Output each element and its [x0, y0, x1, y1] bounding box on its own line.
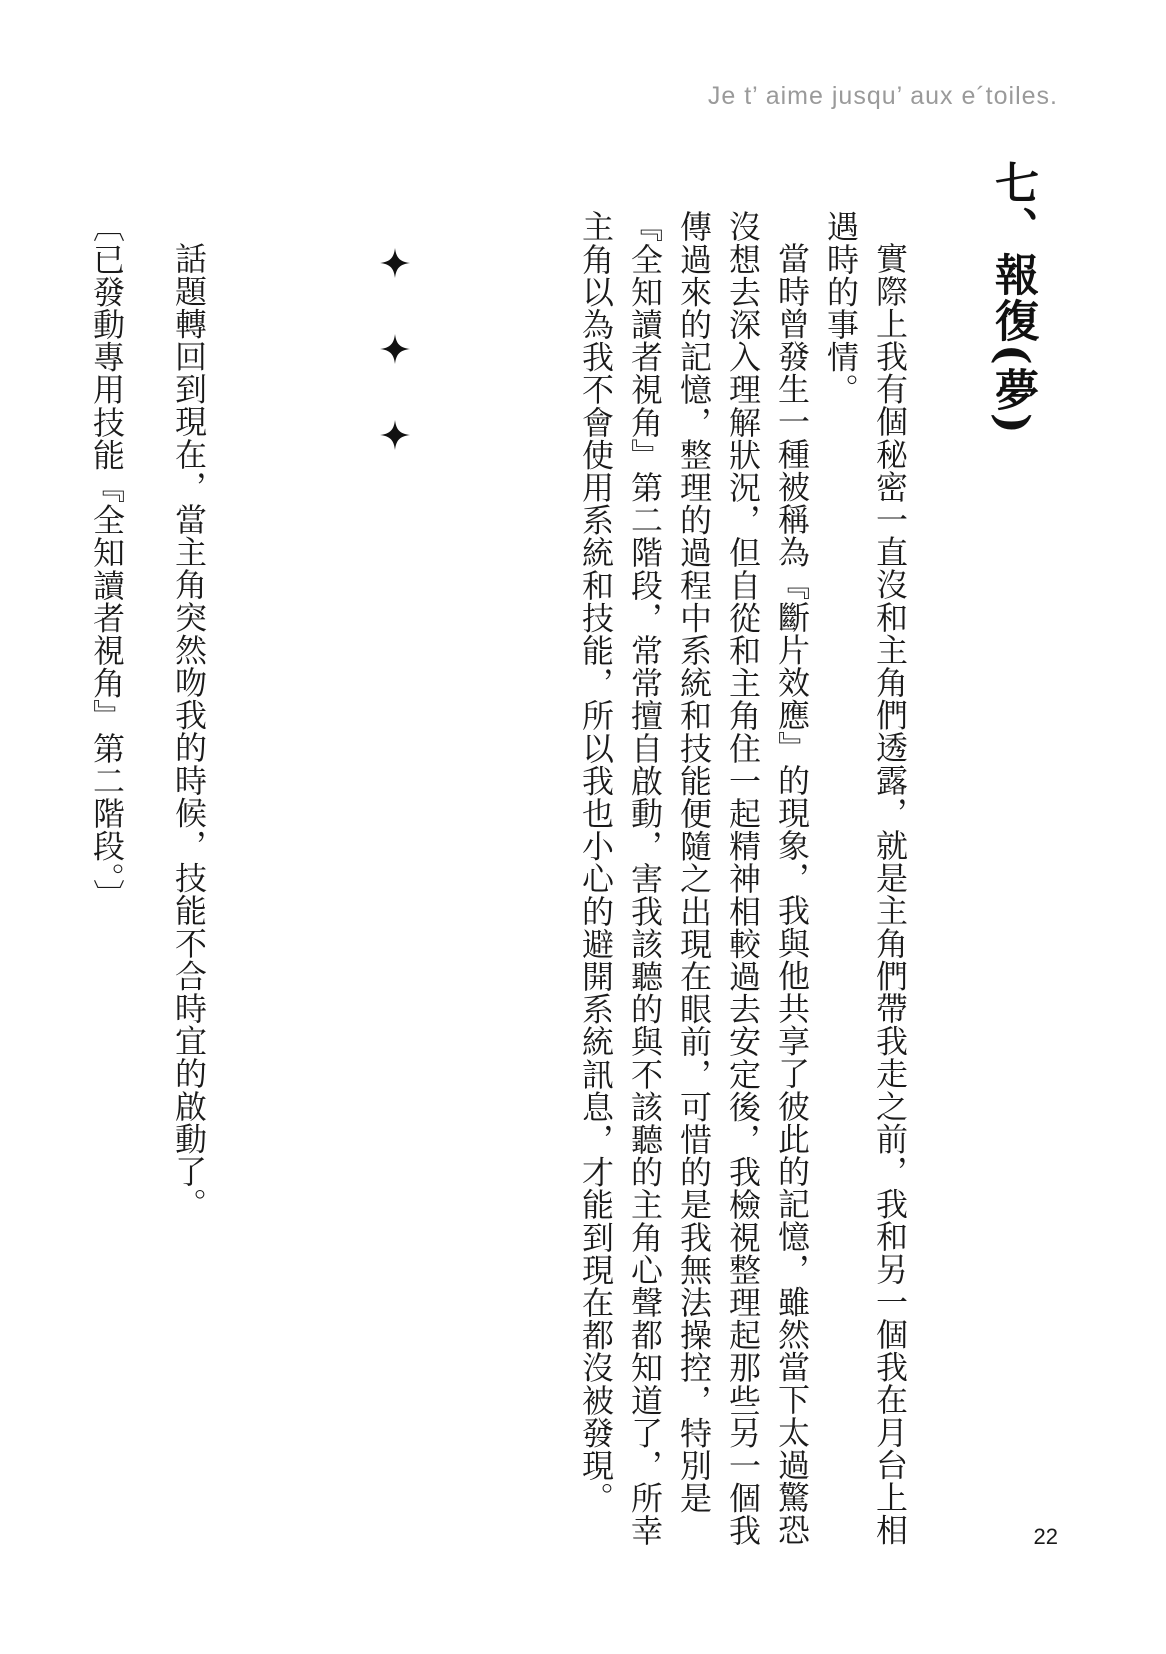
four-point-star-icon: [380, 334, 410, 364]
section-divider: [380, 248, 414, 478]
paragraph: 話題轉回到現在，當主角突然吻我的時候，技能不合時宜的啟動了。: [170, 242, 208, 1220]
system-message: 〔已發動專用技能『全知讀者視角』第二階段。〕: [88, 210, 126, 912]
running-header: Je t’ aime jusqu’ aux e´toiles.: [707, 82, 1058, 110]
page-number: 22: [1033, 1524, 1058, 1549]
body-text: [571, 210, 914, 1550]
after-break-text: [66, 210, 230, 1550]
paragraph: 實際上我有個秘密一直沒和主角們透露，就是主角們帶我走之前，我和另一個我在月台上相遇時的事情。: [822, 210, 909, 1546]
chapter-title: 七、報復(夢): [987, 160, 1038, 436]
four-point-star-icon: [380, 420, 410, 450]
paragraph: 當時曾發生一種被稱為『斷片效應』的現象，我與他共享了彼此的記憶，雖然當下太過驚恐沒想去深入理解狀況，但自從和主角住一起精神相較過去安定後，我檢視整理起那些另一個我傳過來的記憶，整理的過程中系統和技能便隨之出現在眼前，可惜的是我無法操控，特別是『全知讀者視角』第二階段，常常擅自啟動，害我該聽的與不該聽的主角心聲都知道了，所幸主角以為我不會使用系統和技能，所以我也小心的避開系統訊息，才能到現在都沒被發現。: [577, 210, 811, 1547]
four-point-star-icon: [380, 248, 410, 278]
